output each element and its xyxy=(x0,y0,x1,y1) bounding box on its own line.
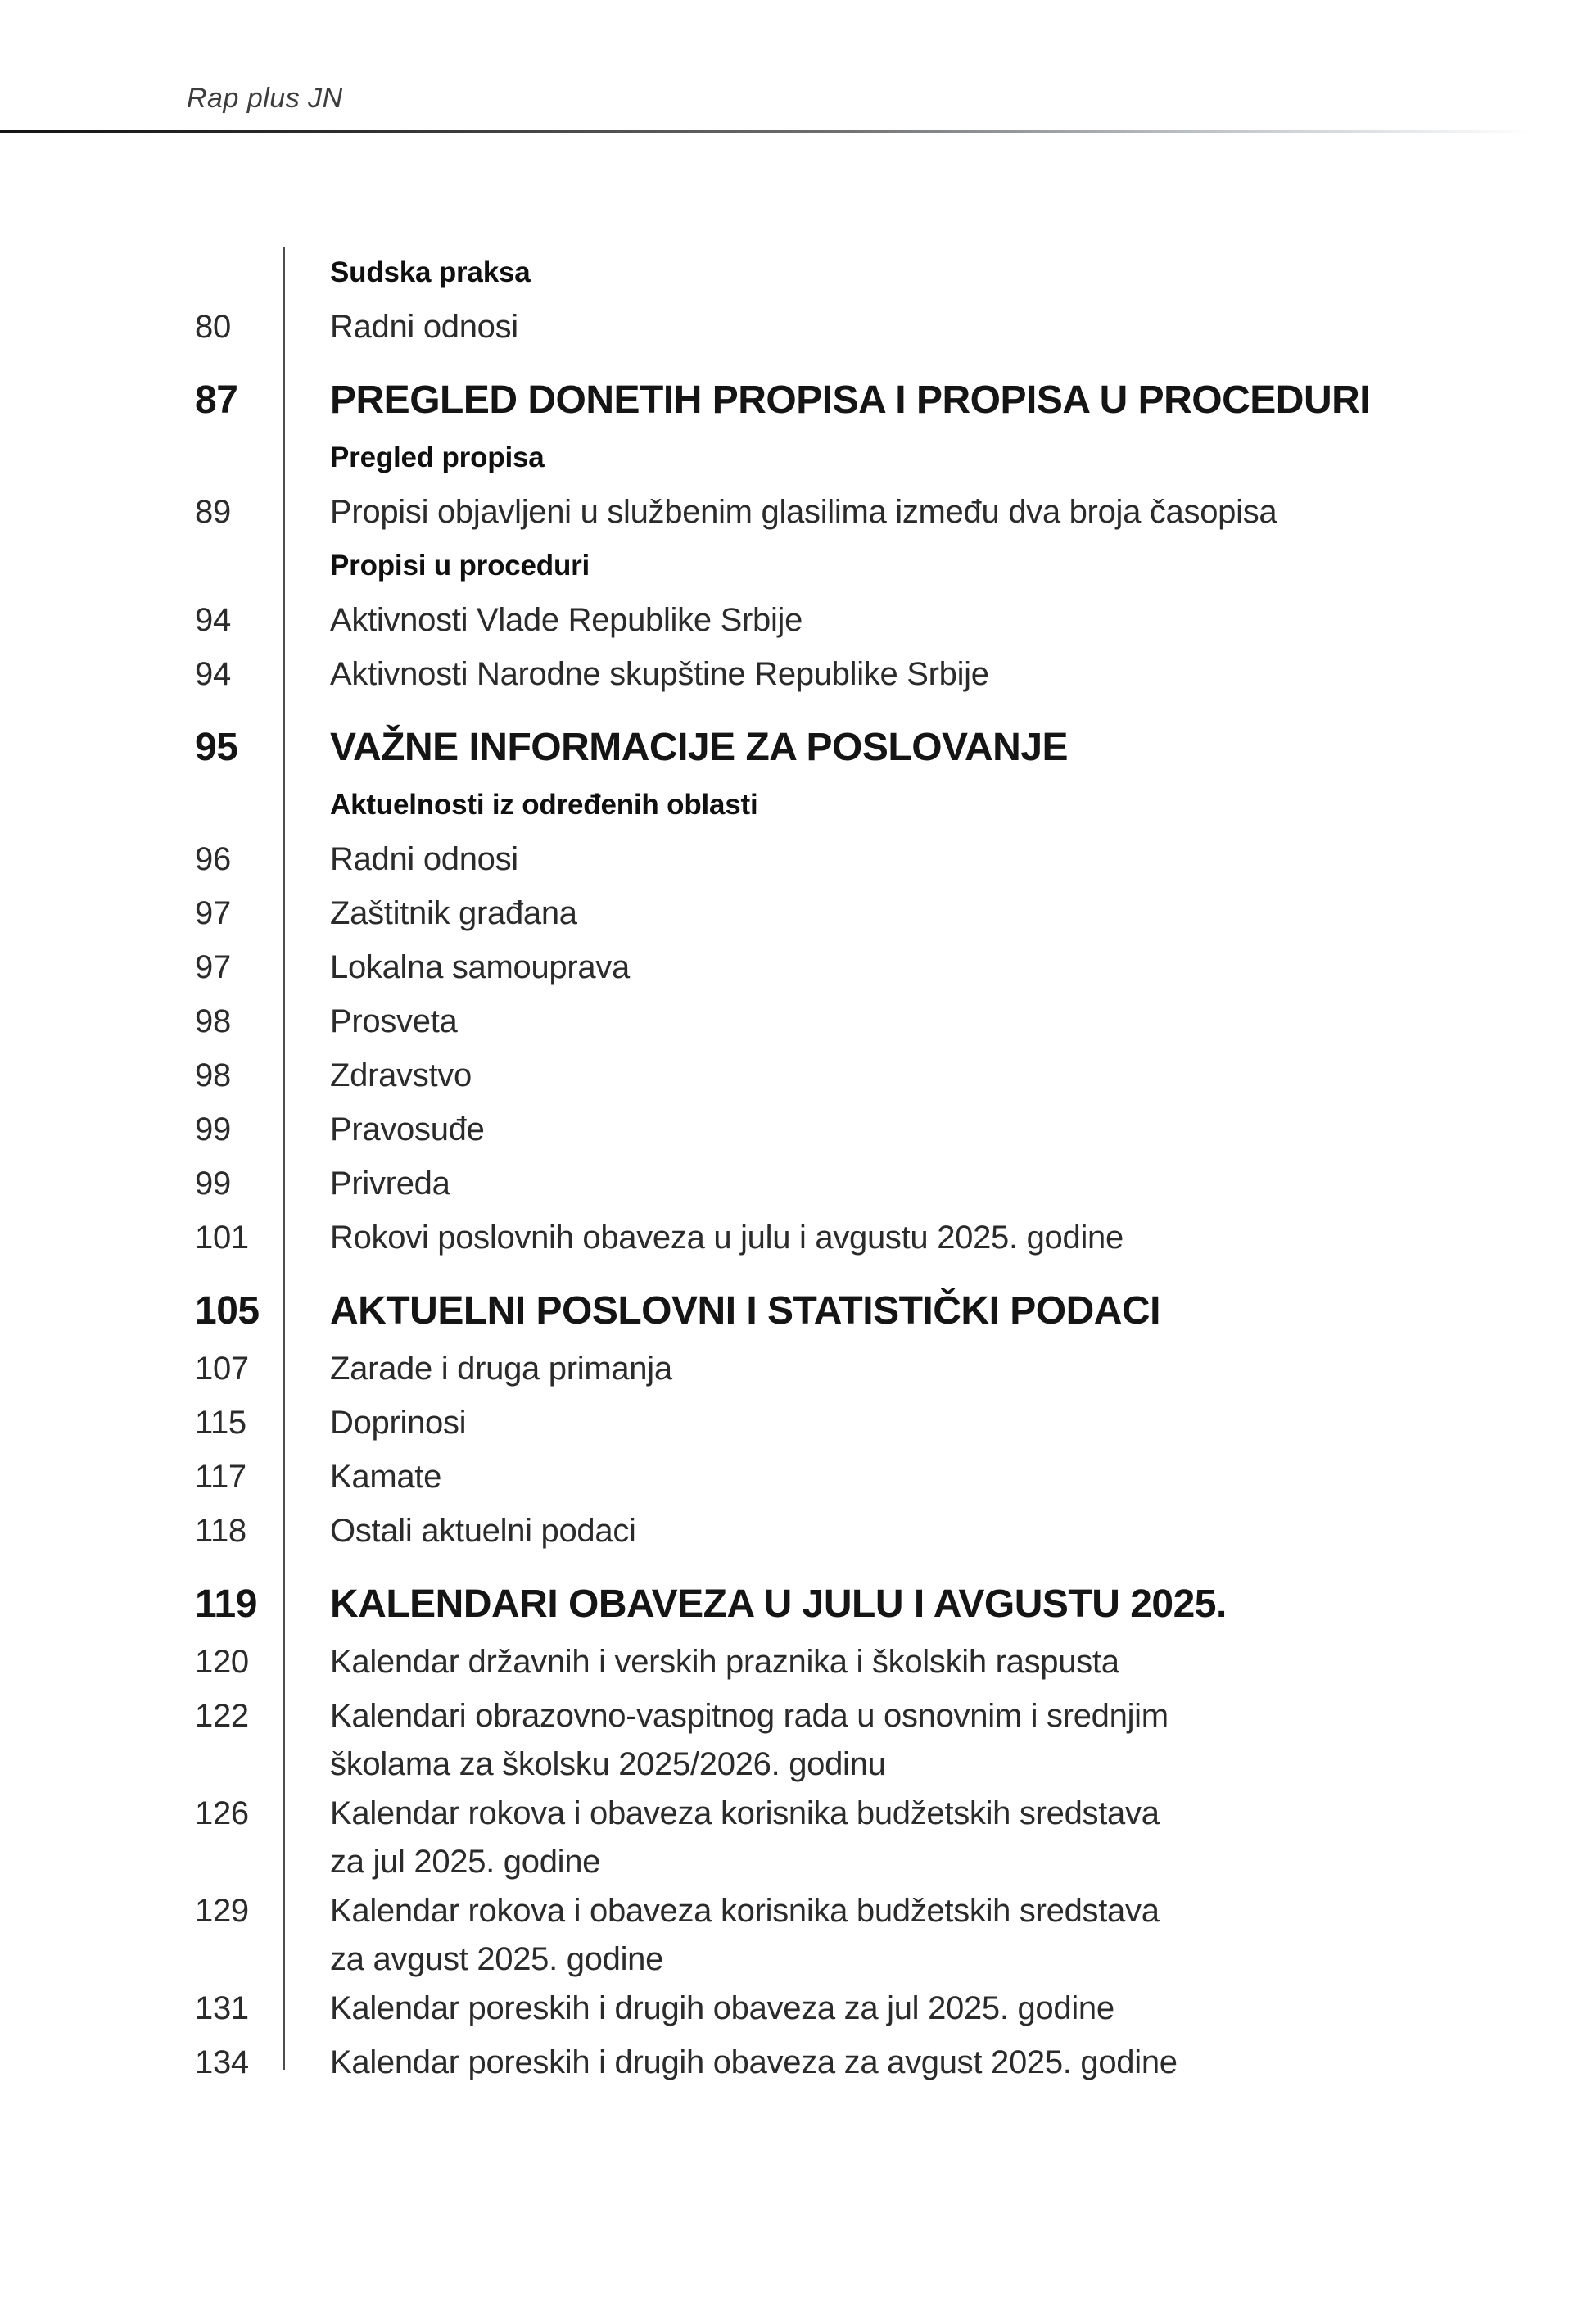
toc-entry-page: 97 xyxy=(195,949,231,985)
toc-entry-label xyxy=(283,1283,1160,1340)
toc-entry-label xyxy=(283,1102,485,1156)
toc-entry xyxy=(195,300,1456,354)
toc-entry-page: 101 xyxy=(195,1220,249,1256)
toc-entry-label xyxy=(283,1396,466,1450)
toc-entry-label-line: Kalendar rokova i obaveza korisnika budžetskih sredstava xyxy=(330,1893,1160,1929)
toc-entry xyxy=(195,593,1456,647)
toc-entry xyxy=(195,719,1456,776)
toc-entry-page: 94 xyxy=(195,656,231,692)
toc-entry-label xyxy=(283,1576,1227,1633)
toc-entry-label xyxy=(283,1211,1124,1265)
toc-entry xyxy=(195,1635,1456,1689)
toc-entry-page: 97 xyxy=(195,895,231,931)
toc-entry-label xyxy=(283,431,545,485)
toc-entry-label xyxy=(283,647,989,701)
toc-entry-page: 99 xyxy=(195,1111,231,1147)
toc-entry xyxy=(195,994,1456,1048)
toc-entry-label-line: KALENDARI OBAVEZA U JULU I AVGUSTU 2025. xyxy=(330,1582,1227,1626)
toc-entry-label-line: Radni odnosi xyxy=(330,309,518,345)
toc-entry-label-line: Prosveta xyxy=(330,1003,458,1039)
toc-entry-label xyxy=(283,886,577,940)
toc-entry-label xyxy=(283,1635,1119,1689)
toc-entry xyxy=(195,647,1456,701)
toc-divider-line xyxy=(283,247,285,2070)
toc-entry xyxy=(195,1504,1456,1558)
toc-entry-label-line: Zaštitnik građana xyxy=(330,895,577,931)
toc-entry-label-line: Doprinosi xyxy=(330,1405,467,1441)
toc-entry-label xyxy=(283,1504,636,1558)
toc-entry xyxy=(195,372,1456,429)
toc-entry-label-line: Rokovi poslovnih obaveza u julu i avgustu 2025. godine xyxy=(330,1220,1124,1256)
toc-entry-label-line: AKTUELNI POSLOVNI I STATISTIČKI PODACI xyxy=(330,1289,1160,1333)
toc-entry-page: 98 xyxy=(195,1003,231,1039)
toc-entry xyxy=(195,1450,1456,1504)
toc-entry-page: 129 xyxy=(195,1893,249,1929)
toc-entry-label-line: VAŽNE INFORMACIJE ZA POSLOVANJE xyxy=(330,726,1069,769)
toc-entry xyxy=(195,1981,1456,2035)
toc-entry-label-line: Pravosuđe xyxy=(330,1111,485,1147)
toc-entry-page: 96 xyxy=(195,841,231,877)
toc-entry-label xyxy=(283,372,1370,429)
toc-entry-page: 119 xyxy=(195,1582,257,1626)
toc-entry-label-line: Pregled propisa xyxy=(330,441,545,473)
header-rule xyxy=(0,130,1596,133)
toc-entry xyxy=(195,832,1456,886)
toc-entry-page: 131 xyxy=(195,1990,249,2026)
toc-entry-label xyxy=(283,593,803,647)
toc-entry-page: 122 xyxy=(195,1698,249,1734)
toc-entry-label xyxy=(283,1884,1160,1981)
toc-entry-label-line: Privreda xyxy=(330,1166,450,1202)
toc-entry-label xyxy=(283,719,1068,776)
toc-entry xyxy=(195,1283,1456,1340)
toc-entry-label-line: Kalendar državnih i verskih praznika i školskih raspusta xyxy=(330,1644,1119,1680)
toc-entry-label xyxy=(283,300,518,354)
toc-entry-label-line: školama za školsku 2025/2026. godinu xyxy=(330,1746,886,1782)
toc-entry-page: 107 xyxy=(195,1351,249,1387)
toc-entry xyxy=(195,1342,1456,1396)
toc-entry-page: 115 xyxy=(195,1405,246,1441)
toc-entry-page: 126 xyxy=(195,1795,249,1831)
toc-entry-label xyxy=(283,1342,672,1396)
toc-entry-label-line: Aktivnosti Narodne skupštine Republike Srbije xyxy=(330,656,989,692)
toc-entry-page: 117 xyxy=(195,1459,246,1495)
toc-entry-label xyxy=(283,1048,472,1102)
toc-entry-label-line: Kamate xyxy=(330,1459,442,1495)
toc-entry-page: 89 xyxy=(195,494,231,530)
toc-entry xyxy=(195,1576,1456,1633)
toc-entry xyxy=(195,431,1456,485)
toc-entry xyxy=(195,1786,1456,1884)
toc-entry-label-line: Sudska praksa xyxy=(330,256,531,288)
toc-entry-label-line: Zdravstvo xyxy=(330,1057,472,1093)
toc-entry xyxy=(195,1211,1456,1265)
toc-entry-page: 120 xyxy=(195,1644,249,1680)
toc-entry xyxy=(195,539,1456,593)
toc-entry-label xyxy=(283,1450,441,1504)
toc-entry xyxy=(195,1048,1456,1102)
toc-entry-page: 99 xyxy=(195,1166,231,1202)
toc-entry xyxy=(195,886,1456,940)
toc-entry-label xyxy=(283,1786,1160,1884)
toc-entry-label xyxy=(283,778,758,832)
toc-entry-label-line: Aktuelnosti iz određenih oblasti xyxy=(330,789,758,821)
toc-entry-label xyxy=(283,1981,1114,2035)
toc-entry xyxy=(195,1689,1456,1786)
toc-entry-label-line: za jul 2025. godine xyxy=(330,1844,601,1880)
toc-entry-page: 87 xyxy=(195,378,238,422)
toc-entry-label xyxy=(283,940,630,994)
toc-entry-label-line: Kalendar poreskih i drugih obaveza za avgust 2025. godine xyxy=(330,2044,1178,2080)
toc-entry-label-line: Radni odnosi xyxy=(330,841,518,877)
toc-entry-label-line: Lokalna samouprava xyxy=(330,949,630,985)
toc-entry-page: 118 xyxy=(195,1513,246,1549)
toc-entry-label xyxy=(283,539,590,593)
toc-entry-label-line: za avgust 2025. godine xyxy=(330,1941,664,1977)
toc-entry xyxy=(195,2035,1456,2089)
toc-entry-label-line: Propisi u proceduri xyxy=(330,550,590,582)
toc-entry-label-line: Ostali aktuelni podaci xyxy=(330,1513,636,1549)
magazine-title: Rap plus JN xyxy=(187,83,343,114)
toc-entry-label xyxy=(283,246,531,300)
toc-entry xyxy=(195,1884,1456,1981)
toc-entry xyxy=(195,1396,1456,1450)
toc-entry xyxy=(195,246,1456,300)
toc-entry xyxy=(195,485,1456,539)
toc-entry-page: 105 xyxy=(195,1289,260,1333)
toc-entry-label-line: Kalendar rokova i obaveza korisnika budžetskih sredstava xyxy=(330,1795,1160,1831)
toc-entry-label-line: Zarade i druga primanja xyxy=(330,1351,672,1387)
toc-entry-page: 95 xyxy=(195,726,238,769)
toc-entry-label-line: Aktivnosti Vlade Republike Srbije xyxy=(330,602,803,638)
toc-entry-label xyxy=(283,832,518,886)
toc-entry-label xyxy=(283,1156,450,1211)
toc-entry-label-line: Kalendari obrazovno-vaspitnog rada u osnovnim i srednjim xyxy=(330,1698,1169,1734)
toc-entry-label-line: PREGLED DONETIH PROPISA I PROPISA U PROCEDURI xyxy=(330,378,1371,422)
toc-entry-label-line: Kalendar poreskih i drugih obaveza za jul 2025. godine xyxy=(330,1990,1114,2026)
toc-entry xyxy=(195,778,1456,832)
toc-entry-page: 80 xyxy=(195,309,231,345)
table-of-contents xyxy=(195,246,1456,2089)
toc-entry-label xyxy=(283,485,1277,539)
toc-entry xyxy=(195,1102,1456,1156)
toc-entry-page: 94 xyxy=(195,602,231,638)
toc-entry-label-line: Propisi objavljeni u službenim glasilima između dva broja časopisa xyxy=(330,494,1277,530)
toc-entry-label xyxy=(283,1689,1169,1786)
toc-entry xyxy=(195,1156,1456,1211)
toc-entry-page: 134 xyxy=(195,2044,249,2080)
toc-entry-label xyxy=(283,2035,1178,2089)
toc-entry xyxy=(195,940,1456,994)
toc-entry-page: 98 xyxy=(195,1057,231,1093)
toc-entry-label xyxy=(283,994,457,1048)
